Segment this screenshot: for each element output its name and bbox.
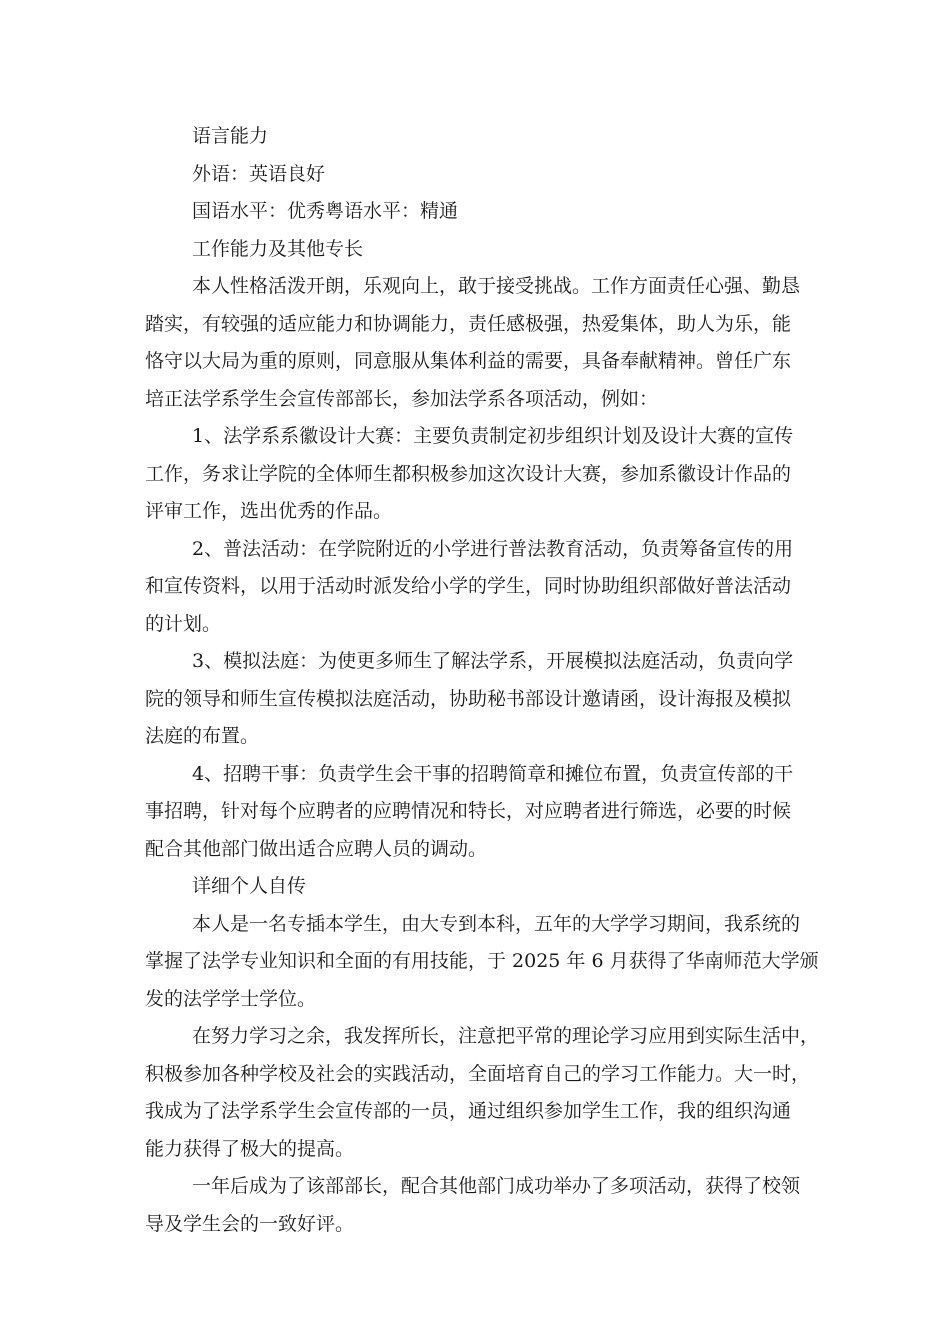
paragraph-line: 培正法学系学生会宣传部部长，参加法学系各项活动，例如： [145, 387, 659, 410]
language-heading: 语言能力 [192, 125, 269, 147]
document-page [145, 118, 820, 1243]
work-ability-heading: 工作能力及其他专长 [192, 237, 364, 260]
paragraph-line: 本人性格活泼开朗，乐观向上，敢于接受挑战。工作方面责任心强、勤恳 [192, 275, 801, 297]
paragraph-line: 本人是一名专插本学生，由大专到本科，五年的大学学习期间，我系统的 [192, 912, 801, 935]
autobiography-heading: 详细个人自传 [192, 875, 307, 897]
paragraph-line: 发的法学学士学位。 [145, 987, 317, 1010]
list-item-line: 和宣传资料，以用于活动时派发给小学的学生，同时协助组织部做好普法活动 [145, 575, 792, 597]
paragraph-line: 恪守以大局为重的原则，同意服从集体利益的需要，具备奉献精神。曾任广东 [145, 350, 792, 372]
foreign-language-line: 外语：英语良好 [192, 162, 326, 185]
paragraph-line: 积极参加各种学校及社会的实践活动，全面培育自己的学习工作能力。大一时， [145, 1062, 811, 1085]
paragraph-line: 我成为了法学系学生会宣传部的一员，通过组织参加学生工作，我的组织沟通 [145, 1100, 792, 1122]
list-item-line: 法庭的布置。 [145, 725, 260, 747]
paragraph-line: 踏实，有较强的适应能力和协调能力，责任感极强，热爱集体，助人为乐，能 [145, 312, 792, 335]
paragraph-line: 能力获得了极大的提高。 [145, 1137, 355, 1160]
list-item-line: 3、模拟法庭：为使更多师生了解法学系，开展模拟法庭活动，负责向学 [192, 650, 794, 672]
paragraph-line: 掌握了法学专业知识和全面的有用技能，于 2025 年 6 月获得了华南师范大学颁 [145, 950, 819, 972]
list-item-line: 配合其他部门做出适合应聘人员的调动。 [145, 837, 488, 860]
list-item-line: 事招聘，针对每个应聘者的应聘情况和特长，对应聘者进行筛选，必要的时候 [145, 800, 792, 822]
paragraph-line: 导及学生会的一致好评。 [145, 1212, 355, 1235]
paragraph-line: 一年后成为了该部部长，配合其他部门成功举办了多项活动，获得了校领 [192, 1175, 801, 1197]
list-item-line: 2、普法活动：在学院附近的小学进行普法教育活动，负责筹备宣传的用 [192, 537, 794, 560]
list-item-line: 工作，务求让学院的全体师生都积极参加这次设计大赛，参加系徽设计作品的 [145, 462, 792, 485]
list-item-line: 院的领导和师生宣传模拟法庭活动，协助秘书部设计邀请函，设计海报及模拟 [145, 687, 792, 710]
list-item-line: 的计划。 [145, 612, 222, 635]
list-item-line: 4、招聘干事：负责学生会干事的招聘简章和摊位布置，负责宣传部的干 [192, 762, 794, 785]
mandarin-level-line: 国语水平：优秀粤语水平：精通 [192, 200, 459, 222]
list-item-line: 1、法学系系徽设计大赛：主要负责制定初步组织计划及设计大赛的宣传 [192, 425, 794, 447]
paragraph-line: 在努力学习之余，我发挥所长，注意把平常的理论学习应用到实际生活中， [192, 1025, 820, 1047]
list-item-line: 评审工作，选出优秀的作品。 [145, 500, 393, 522]
